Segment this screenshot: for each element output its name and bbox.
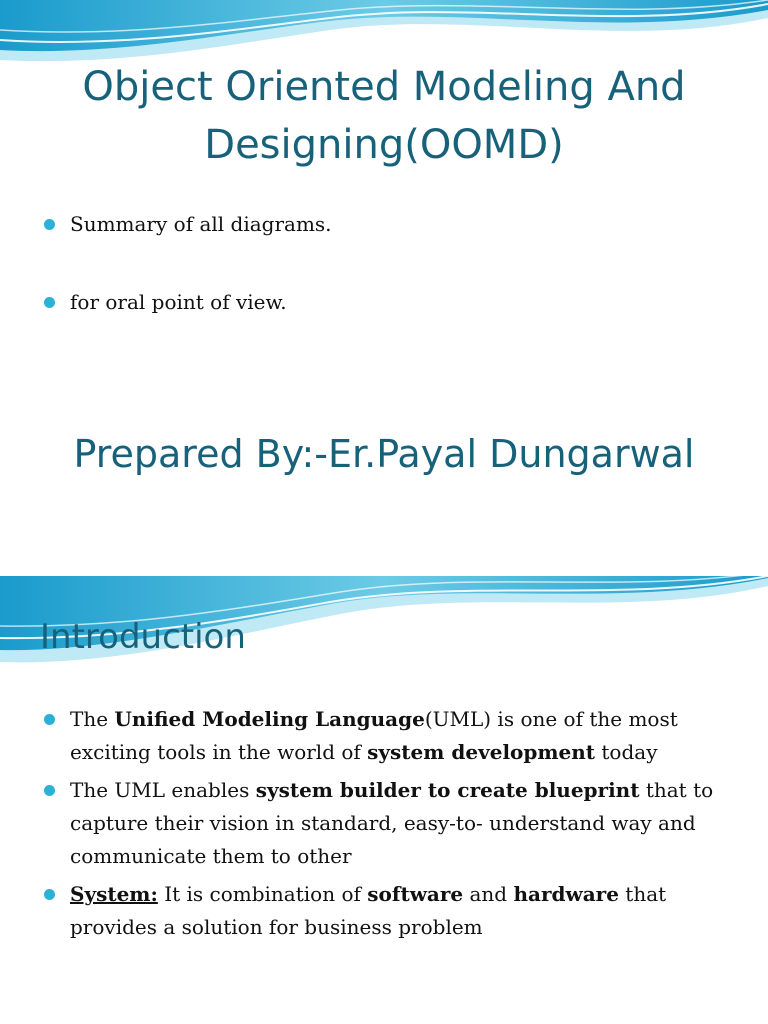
bullet-underlined-text: System: (70, 882, 158, 906)
bullet-text: It is combination of (157, 882, 368, 906)
bullet-list (44, 703, 734, 949)
bullet-dot-icon (44, 714, 55, 725)
bullet-text: Summary of all diagrams. (70, 212, 332, 236)
bullet-bold-text: system development (367, 740, 596, 764)
list-item (44, 774, 734, 873)
prepared-by-text: Prepared By:-Er.Payal Dungarwal (73, 432, 695, 476)
bullet-dot-icon (44, 219, 55, 230)
bullet-list (44, 208, 332, 364)
bullet-bold-text: system builder to create blueprint (255, 778, 640, 802)
bullet-bold-text: software (367, 882, 464, 906)
bullet-text: that to capture their vision in standard, easy-to- understand way and communicate them to other (70, 778, 714, 868)
list-item (44, 878, 734, 944)
slide-title: Introduction (40, 617, 246, 657)
bullet-bold-text: Unified Modeling Language (114, 707, 425, 731)
bullet-text: The (70, 707, 115, 731)
list-item (44, 208, 332, 240)
bullet-dot-icon (44, 297, 55, 308)
slide-separator (0, 512, 768, 576)
bullet-text: today (595, 740, 658, 764)
bullet-dot-icon (44, 785, 55, 796)
bullet-bold-text: hardware (513, 882, 619, 906)
slide-title: Object Oriented Modeling And Designing(OOMD) (82, 64, 686, 168)
bullet-text: The UML enables (70, 778, 256, 802)
bullet-text: and (463, 882, 514, 906)
list-item (44, 286, 332, 318)
bullet-text: for oral point of view. (70, 290, 287, 314)
bullet-text: (UML) is one of the most exciting tools in the world of (70, 707, 678, 764)
list-item (44, 703, 734, 769)
bullet-dot-icon (44, 889, 55, 900)
slide-2 (0, 576, 768, 1024)
bullet-text: that provides a solution for business problem (70, 882, 667, 939)
